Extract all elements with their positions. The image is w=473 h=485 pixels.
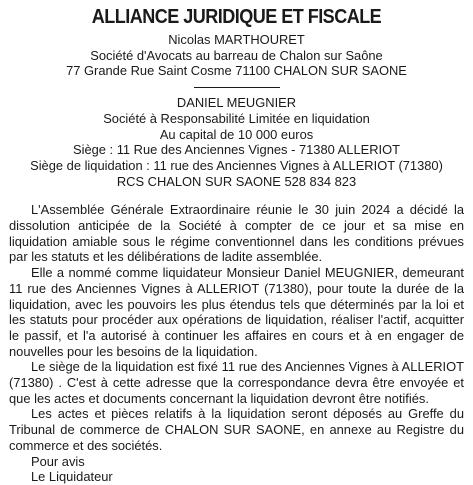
lawyer-name: Nicolas MARTHOURET bbox=[168, 32, 305, 47]
separator-line bbox=[194, 87, 280, 88]
company-capital: Au capital de 10 000 euros bbox=[159, 126, 314, 142]
law-firm-description: Société d'Avocats au barreau de Chalon sur Saône bbox=[90, 47, 383, 63]
notice-body bbox=[9, 202, 464, 485]
paragraph-dissolution: L'Assemblée Générale Extraordinaire réunie le 30 juin 2024 a décidé la dissolution anticipée de la Société à compter de ce jour et sa mise en liquidation amiable sous le régime conventionnel dans les conditions prévues par les statuts et les délibérations de ladite assemblée. bbox=[9, 202, 464, 265]
law-firm-address: 77 Grande Rue Saint Cosme 71100 CHALON SUR SAONE bbox=[66, 63, 407, 79]
paragraph-liquidation-seat: Le siège de la liquidation est fixé 11 rue des Anciennes Vignes à ALLERIOT (71380) . C'est à cette adresse que la correspondance devra être envoyée et que les actes et documents concernant la liquidation devront être notifiés. bbox=[9, 359, 464, 406]
company-head-office: Siège : 11 Rue des Anciennes Vignes - 71380 ALLERIOT bbox=[72, 142, 401, 158]
company-registration: RCS CHALON SUR SAONE 528 834 823 bbox=[116, 173, 357, 189]
company-liquidation-office: Siège de liquidation : 11 rue des Anciennes Vignes à ALLERIOT (71380) bbox=[30, 157, 443, 173]
company-legal-form: Société à Responsabilité Limitée en liquidation bbox=[103, 110, 370, 126]
signoff-line: Pour avis bbox=[31, 453, 85, 469]
law-firm-block bbox=[9, 32, 464, 79]
company-block bbox=[9, 95, 464, 189]
paragraph-liquidator: Elle a nommé comme liquidateur Monsieur Daniel MEUGNIER, demeurant 11 rue des Anciennes Vignes à ALLERIOT (71380), pour toute la durée de la liquidation, avec les pouvoirs les plus étendus tels que déterminés par la loi et les statuts pour procéder aux opérations de liquidation, réaliser l'actif, acquitter le passif, et l'a autorisé à continuer les affaires en cours et à en engager de nouvelles pour les besoins de la liquidation. bbox=[9, 265, 464, 359]
company-name: DANIEL MEUGNIER bbox=[176, 95, 297, 111]
signoff-signatory: Le Liquidateur bbox=[31, 469, 113, 485]
notice-title: ALLIANCE JURIDIQUE ET FISCALE bbox=[91, 5, 382, 28]
paragraph-filing: Les actes et pièces relatifs à la liquidation seront déposés au Greffe du Tribunal de commerce de CHALON SUR SAONE, en annexe au Registre du commerce et des sociétés. bbox=[9, 406, 464, 453]
